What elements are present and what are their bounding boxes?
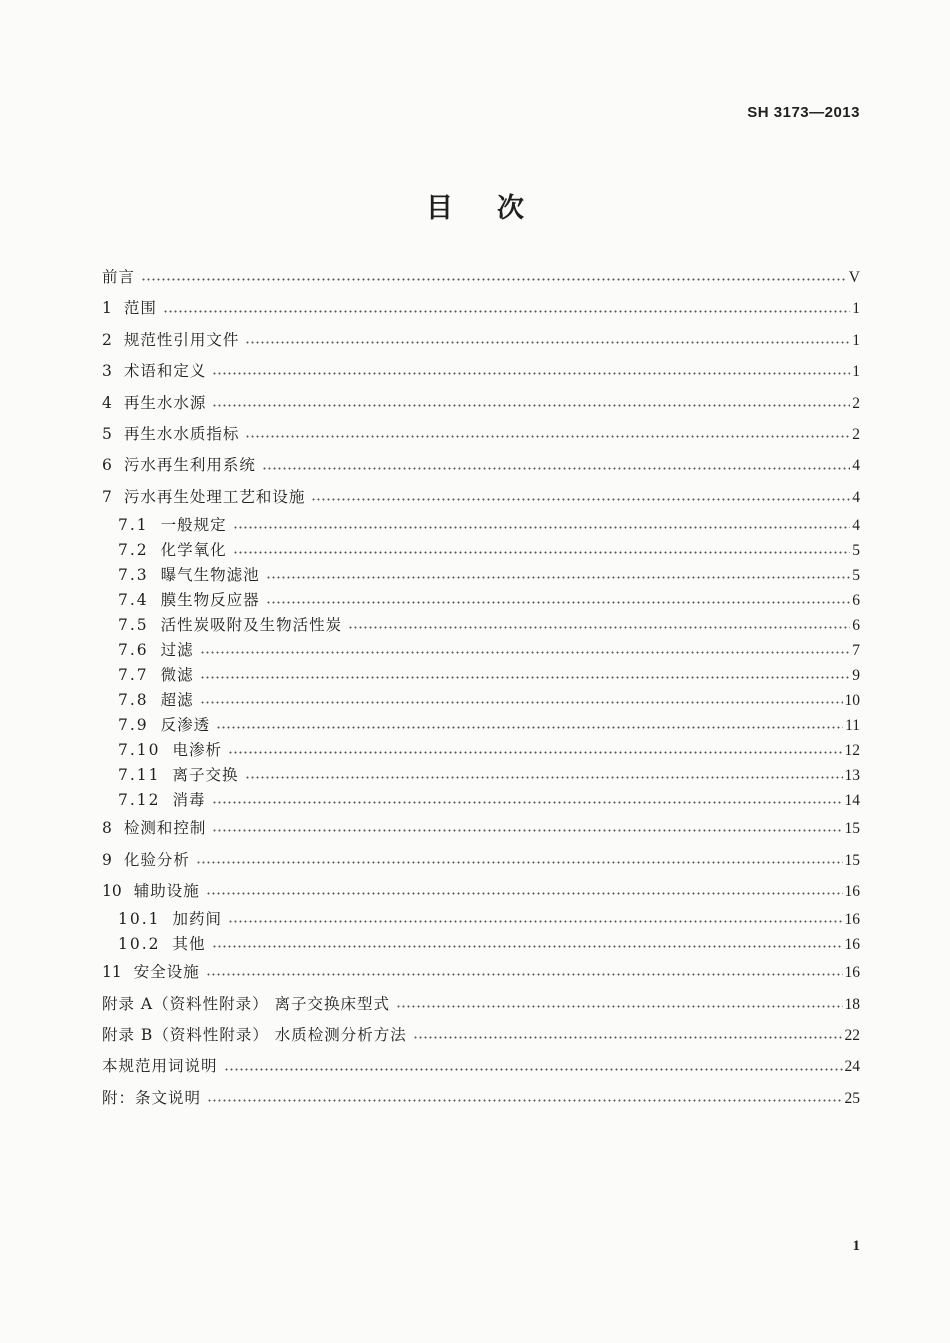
- toc-entry-page: 10: [844, 692, 860, 710]
- dot-leader: [163, 310, 850, 313]
- toc-entry-label: 附：条文说明: [102, 1088, 202, 1107]
- toc-entry-label: 术语和定义: [123, 362, 207, 381]
- toc-entry-page: 1: [852, 363, 860, 381]
- toc-entry-page: 5: [852, 567, 860, 585]
- toc-entry[interactable]: [102, 663, 860, 688]
- toc-entry[interactable]: [102, 957, 860, 988]
- toc-entry-number: 7.8: [118, 691, 149, 710]
- toc-entry-page: 11: [845, 717, 860, 735]
- toc-entry[interactable]: [102, 1051, 860, 1082]
- toc-entry-number: 7.5: [118, 616, 149, 635]
- toc-entry-number: 7.12: [118, 791, 161, 810]
- toc-entry[interactable]: [102, 907, 860, 932]
- toc-entry-label: 活性炭吸附及生物活性炭: [160, 616, 343, 635]
- toc-entry-page: 16: [844, 882, 860, 900]
- toc-entry[interactable]: [102, 638, 860, 663]
- dot-leader: [245, 776, 843, 779]
- toc-entry-page: 4: [852, 488, 860, 506]
- dot-leader: [311, 498, 850, 501]
- dot-leader: [233, 526, 851, 529]
- dot-leader: [212, 829, 842, 832]
- toc-entry-label: 超滤: [160, 691, 194, 710]
- toc-entry-label: 一般规定: [160, 516, 227, 535]
- toc-entry-number: 7.6: [118, 641, 149, 660]
- toc-entry-label: 污水再生处理工艺和设施: [123, 487, 306, 506]
- toc-entry-label: 化验分析: [123, 850, 190, 869]
- dot-leader: [212, 801, 843, 804]
- toc-entry-page: 18: [844, 995, 860, 1013]
- toc-entry-page: 1: [852, 300, 860, 318]
- toc-entry[interactable]: [102, 356, 860, 387]
- toc-entry-label: 其他: [172, 935, 206, 954]
- toc-entry-number: 9: [102, 850, 112, 869]
- dot-leader: [266, 601, 851, 604]
- dot-leader: [228, 751, 842, 754]
- toc-entry-label: 附录 A（资料性附录） 离子交换床型式: [102, 994, 391, 1013]
- toc-entry-label: 曝气生物滤池: [160, 566, 260, 585]
- toc-entry-page: 22: [844, 1027, 860, 1045]
- toc-entry-number: 3: [102, 362, 112, 381]
- dot-leader: [224, 1068, 843, 1071]
- toc-entry-number: 5: [102, 424, 112, 443]
- toc-entry[interactable]: [102, 989, 860, 1020]
- dot-leader: [216, 726, 843, 729]
- toc-entry[interactable]: [102, 588, 860, 613]
- dot-leader: [396, 1005, 842, 1008]
- toc-entry-label: 膜生物反应器: [160, 591, 260, 610]
- toc-entry-number: 7.1: [118, 516, 149, 535]
- toc-entry[interactable]: [102, 293, 860, 324]
- toc-entry[interactable]: [102, 1083, 860, 1114]
- toc-entry-number: 7.4: [118, 591, 149, 610]
- toc-entry-label: 本规范用词说明: [102, 1057, 218, 1076]
- toc-entry-label: 检测和控制: [123, 819, 207, 838]
- toc-entry[interactable]: [102, 845, 860, 876]
- toc-entry-label: 反渗透: [160, 716, 211, 735]
- toc-entry-label: 消毒: [172, 791, 206, 810]
- toc-entry-number: 10: [102, 881, 122, 900]
- dot-leader: [233, 551, 851, 554]
- toc-entry-page: 9: [852, 667, 860, 685]
- toc-entry[interactable]: [102, 450, 860, 481]
- toc-entry-number: 7.10: [118, 741, 161, 760]
- toc-entry-number: 7.3: [118, 566, 149, 585]
- toc-entry[interactable]: [102, 419, 860, 450]
- toc-entry-page: 2: [852, 425, 860, 443]
- toc-entry-page: 24: [844, 1058, 860, 1076]
- toc-entry-number: 7.11: [118, 766, 161, 785]
- document-code: SH 3173—2013: [747, 104, 860, 121]
- toc-title: 目次: [426, 193, 568, 224]
- dot-leader: [245, 341, 850, 344]
- dot-leader: [212, 404, 850, 407]
- toc-entry[interactable]: [102, 713, 860, 738]
- toc-entry-number: 1: [102, 299, 112, 318]
- toc-entry-number: 7: [102, 487, 112, 506]
- toc-entry-label: 化学氧化: [160, 541, 227, 560]
- toc-entry-number: 8: [102, 819, 112, 838]
- toc-entry-page: 4: [852, 457, 860, 475]
- toc-entry-page: 6: [852, 617, 860, 635]
- toc-entry[interactable]: [102, 763, 860, 788]
- toc-entry[interactable]: [102, 613, 860, 638]
- toc-entry-page: 2: [852, 394, 860, 412]
- toc-entry-page: 15: [844, 851, 860, 869]
- toc-entry[interactable]: [102, 482, 860, 513]
- toc-entry-number: 7.2: [118, 541, 149, 560]
- toc-list: [102, 262, 860, 1114]
- toc-entry-number: 11: [102, 963, 122, 982]
- toc-entry-page: 14: [844, 792, 860, 810]
- toc-entry[interactable]: [102, 513, 860, 538]
- page-number: 1: [852, 1238, 860, 1254]
- toc-entry-page: 4: [852, 517, 860, 535]
- toc-entry-label: 加药间: [172, 910, 223, 929]
- dot-leader: [206, 892, 843, 895]
- toc-entry[interactable]: [102, 262, 860, 293]
- toc-entry-label: 辅助设施: [133, 881, 200, 900]
- dot-leader: [228, 920, 842, 923]
- toc-entry-label: 安全设施: [133, 963, 200, 982]
- dot-leader: [200, 651, 851, 654]
- dot-leader: [141, 278, 847, 281]
- toc-entry-number: 7.7: [118, 666, 149, 685]
- toc-entry-page: 16: [844, 936, 860, 954]
- toc-entry-page: 25: [844, 1089, 860, 1107]
- toc-entry-number: 10.1: [118, 910, 161, 929]
- toc-entry-label: 再生水水质指标: [123, 424, 240, 443]
- dot-leader: [200, 701, 843, 704]
- toc-entry-label: 前言: [102, 268, 136, 286]
- toc-entry[interactable]: [102, 388, 860, 419]
- dot-leader: [266, 576, 851, 579]
- toc-entry-page: V: [848, 269, 860, 286]
- dot-leader: [206, 973, 843, 976]
- dot-leader: [212, 945, 843, 948]
- toc-entry[interactable]: [102, 688, 860, 713]
- toc-entry[interactable]: [102, 538, 860, 563]
- toc-entry-number: 6: [102, 456, 112, 475]
- toc-entry-label: 过滤: [160, 641, 194, 660]
- toc-entry-page: 16: [844, 911, 860, 929]
- dot-leader: [200, 676, 851, 679]
- toc-entry-label: 范围: [123, 299, 157, 318]
- toc-entry-label: 离子交换: [172, 766, 239, 785]
- toc-entry-page: 16: [844, 964, 860, 982]
- toc-entry-page: 7: [852, 642, 860, 660]
- toc-entry[interactable]: [102, 325, 860, 356]
- toc-entry-label: 电渗析: [172, 741, 223, 760]
- dot-leader: [207, 1099, 842, 1102]
- toc-entry-page: 6: [852, 592, 860, 610]
- toc-entry-number: 4: [102, 393, 112, 412]
- toc-entry[interactable]: [102, 738, 860, 763]
- toc-entry-label: 再生水水源: [123, 393, 207, 412]
- toc-entry[interactable]: [102, 563, 860, 588]
- toc-entry[interactable]: [102, 932, 860, 957]
- dot-leader: [413, 1036, 843, 1039]
- toc-entry[interactable]: [102, 788, 860, 813]
- toc-entry-number: 7.9: [118, 716, 149, 735]
- toc-entry-page: 15: [844, 820, 860, 838]
- toc-entry-page: 5: [852, 542, 860, 560]
- toc-entry-page: 13: [844, 767, 860, 785]
- toc-entry-number: 2: [102, 330, 112, 349]
- toc-entry-page: 12: [844, 742, 860, 760]
- toc-entry-page: 1: [852, 331, 860, 349]
- toc-entry-label: 附录 B（资料性附录） 水质检测分析方法: [102, 1026, 407, 1045]
- toc-entry-number: 10.2: [118, 935, 161, 954]
- toc-entry-label: 规范性引用文件: [123, 330, 240, 349]
- toc-entry[interactable]: [102, 1020, 860, 1051]
- dot-leader: [196, 861, 843, 864]
- toc-entry-label: 污水再生利用系统: [123, 456, 256, 475]
- toc-entry[interactable]: [102, 876, 860, 907]
- dot-leader: [348, 626, 850, 629]
- dot-leader: [262, 467, 850, 470]
- dot-leader: [245, 435, 850, 438]
- toc-entry-label: 微滤: [160, 666, 194, 685]
- dot-leader: [212, 372, 850, 375]
- toc-entry[interactable]: [102, 813, 860, 844]
